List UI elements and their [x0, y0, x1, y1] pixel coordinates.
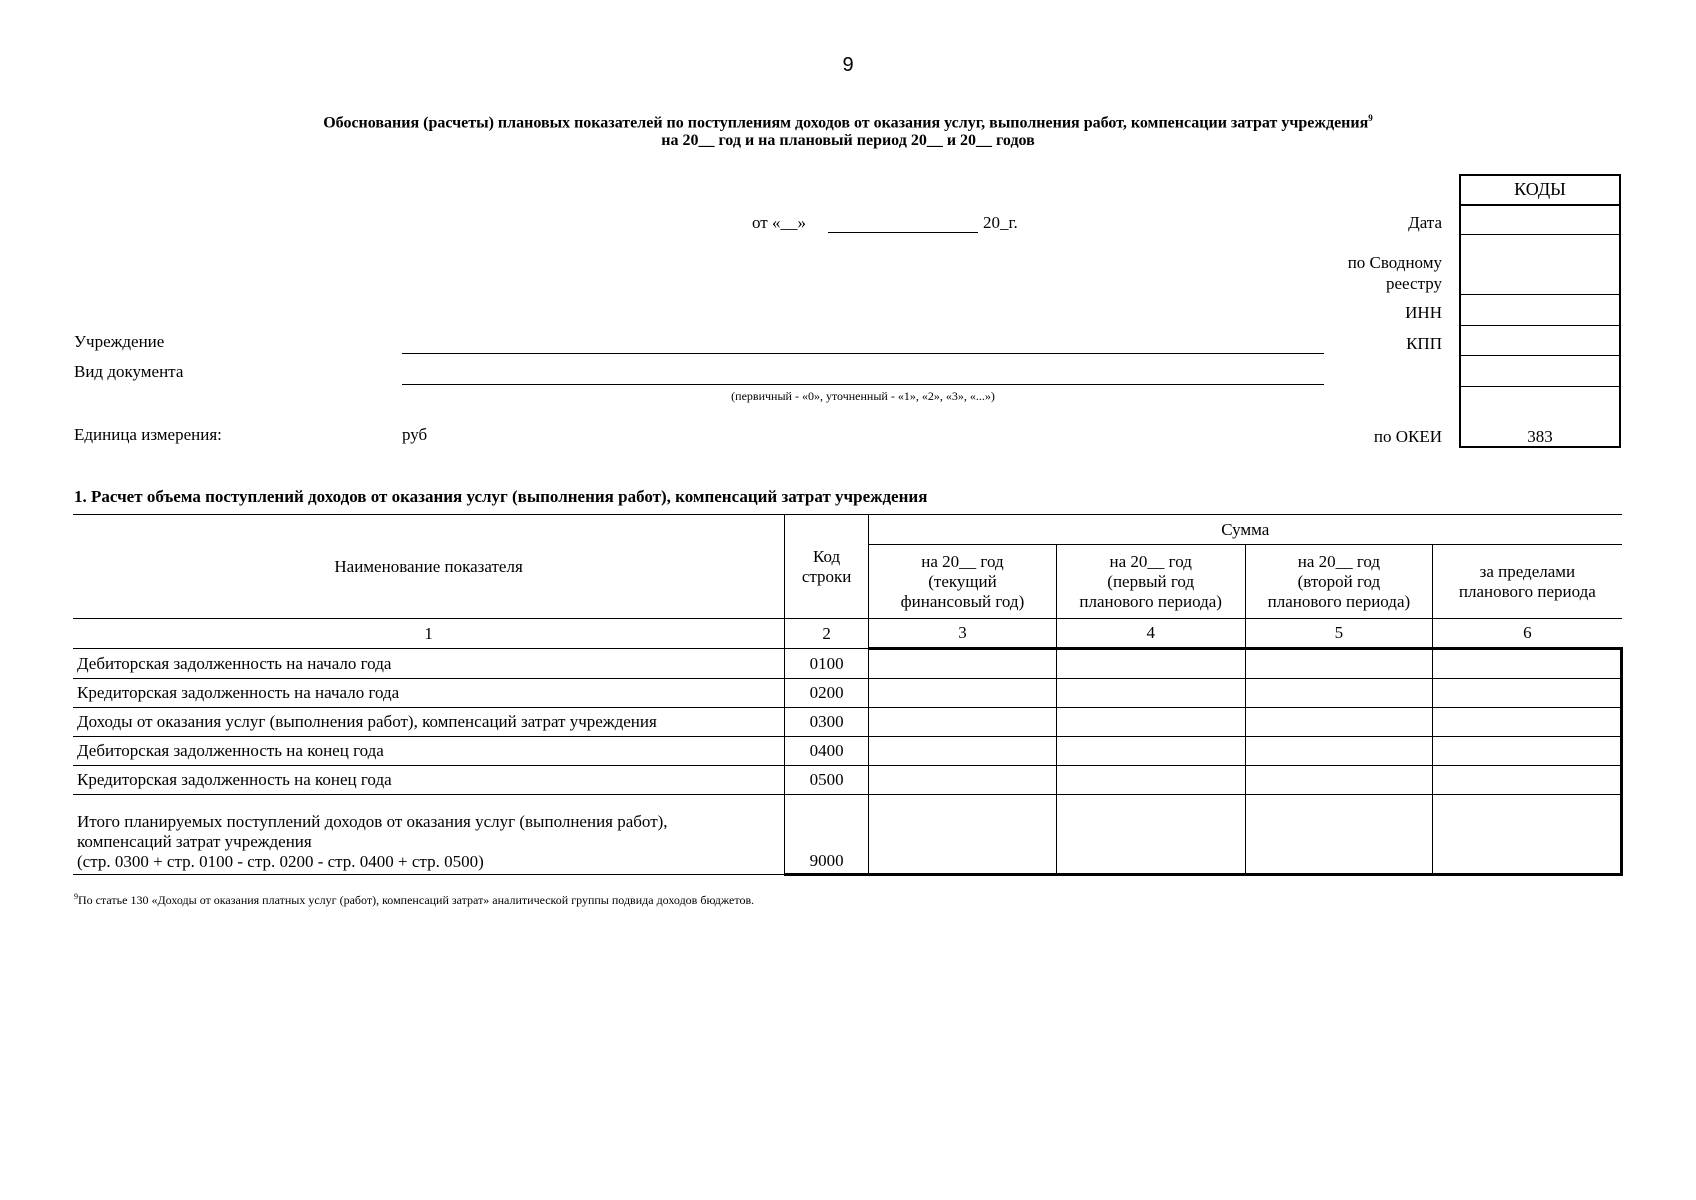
document-subtitle: на 20__ год и на плановый период 20__ и 20__ годов	[661, 132, 1035, 149]
value-cell[interactable]	[1433, 649, 1622, 679]
row-name: Доходы от оказания услуг (выполнения работ), компенсаций затрат учреждения	[73, 708, 785, 737]
total-row-name	[73, 795, 785, 875]
codes-label-kpp: КПП	[1406, 334, 1442, 353]
value-cell[interactable]	[869, 679, 1057, 708]
value-cell[interactable]	[869, 766, 1057, 795]
header-sum-col-5	[1245, 545, 1433, 619]
value-cell[interactable]	[1433, 708, 1622, 737]
header-sum-col-3-l2: (текущий	[928, 571, 997, 591]
doc-type-hint: (первичный - «0», уточненный - «1», «2», «3», «...»)	[731, 389, 995, 403]
header-sum-col-4	[1056, 545, 1245, 619]
header-row-code-line2: строки	[801, 566, 852, 586]
doc-type-field[interactable]	[402, 384, 1324, 385]
header-sum-col-3-l3: финансовый год)	[900, 591, 1025, 611]
header-sum: Сумма	[869, 515, 1622, 545]
value-cell[interactable]	[1245, 737, 1433, 766]
codes-label-registry-1: по Сводному	[1347, 253, 1442, 272]
header-sum-col-4-l2: (первый год	[1107, 571, 1195, 591]
codes-box	[1459, 174, 1621, 448]
row-name: Кредиторская задолженность на начало года	[73, 679, 785, 708]
codes-cell-unit[interactable]	[1461, 386, 1619, 387]
total-row	[73, 795, 1622, 875]
col-number-5: 5	[1245, 619, 1433, 649]
value-cell[interactable]	[1056, 679, 1245, 708]
table-row	[73, 679, 1622, 708]
value-cell[interactable]	[1056, 766, 1245, 795]
codes-cell-registry[interactable]	[1461, 234, 1619, 235]
title-footnote-mark: 9	[1368, 113, 1373, 123]
header-sum-col-6-l1: за пределами	[1479, 561, 1576, 581]
total-row-name-l3: (стр. 0300 + стр. 0100 - стр. 0200 - стр. 0400 + стр. 0500)	[77, 852, 484, 871]
total-value-cell[interactable]	[1433, 795, 1622, 875]
row-name: Кредиторская задолженность на конец года	[73, 766, 785, 795]
header-sum-col-3	[869, 545, 1057, 619]
value-cell[interactable]	[1433, 679, 1622, 708]
header-sum-col-4-l3: планового периода)	[1079, 591, 1222, 611]
table-row	[73, 737, 1622, 766]
date-year-label: 20_г.	[983, 213, 1018, 232]
codes-label-inn: ИНН	[1405, 303, 1442, 322]
header-sum-col-5-l2: (второй год	[1297, 571, 1381, 591]
table-row	[73, 649, 1622, 679]
total-value-cell[interactable]	[869, 795, 1057, 875]
value-cell[interactable]	[1433, 766, 1622, 795]
value-cell[interactable]	[1056, 649, 1245, 679]
value-cell[interactable]	[1056, 708, 1245, 737]
codes-label-registry-2: реестру	[1386, 274, 1442, 293]
col-number-6: 6	[1433, 619, 1622, 649]
value-cell[interactable]	[1245, 708, 1433, 737]
header-sum-col-6-l2: планового периода	[1458, 581, 1596, 601]
value-cell[interactable]	[869, 708, 1057, 737]
doc-type-label: Вид документа	[74, 362, 184, 381]
footnote-text: По статье 130 «Доходы от оказания платных услуг (работ), компенсаций затрат» аналитической группы подвида доходов бюджетов.	[78, 893, 755, 907]
footnote-mark: 9	[74, 892, 78, 901]
col-number-2: 2	[785, 619, 869, 649]
value-cell[interactable]	[869, 649, 1057, 679]
total-row-code: 9000	[785, 795, 869, 875]
codes-title: КОДЫ	[1514, 179, 1566, 199]
header-indicator-name: Наименование показателя	[73, 515, 785, 619]
header-sum-col-6	[1433, 545, 1622, 619]
header-sum-col-3-l1: на 20__ год	[921, 551, 1004, 571]
footnote	[74, 892, 754, 908]
unit-label: Единица измерения:	[74, 425, 222, 444]
row-code: 0500	[785, 766, 869, 795]
codes-cell-inn[interactable]	[1461, 294, 1619, 295]
total-row-name-l2: компенсаций затрат учреждения	[77, 832, 312, 851]
institution-field[interactable]	[402, 353, 1324, 354]
codes-cell-doc-type[interactable]	[1461, 355, 1619, 356]
value-cell[interactable]	[1245, 649, 1433, 679]
document-title	[0, 113, 1696, 132]
row-name: Дебиторская задолженность на конец года	[73, 737, 785, 766]
total-row-name-l1: Итого планируемых поступлений доходов от оказания услуг (выполнения работ),	[77, 812, 668, 831]
value-cell[interactable]	[1245, 679, 1433, 708]
unit-value: руб	[402, 425, 428, 444]
page-number: 9	[842, 54, 854, 76]
section-title: 1. Расчет объема поступлений доходов от оказания услуг (выполнения работ), компенсаций затрат учреждения	[74, 487, 928, 506]
value-cell[interactable]	[1433, 737, 1622, 766]
header-sum-col-4-l1: на 20__ год	[1109, 551, 1192, 571]
document-title-line1: Обоснования (расчеты) плановых показателей по поступлениям доходов от оказания услуг, выполнения работ, компенсации затрат учреждения	[323, 114, 1369, 132]
table-row	[73, 708, 1622, 737]
date-from-label: от «__»	[752, 213, 806, 232]
row-name: Дебиторская задолженность на начало года	[73, 649, 785, 679]
codes-okei-value: 383	[1527, 427, 1553, 446]
row-code: 0200	[785, 679, 869, 708]
row-code: 0100	[785, 649, 869, 679]
codes-label-okei: по ОКЕИ	[1373, 427, 1442, 446]
col-number-3: 3	[869, 619, 1057, 649]
total-value-cell[interactable]	[1056, 795, 1245, 875]
table-row	[73, 766, 1622, 795]
value-cell[interactable]	[1056, 737, 1245, 766]
row-code: 0300	[785, 708, 869, 737]
row-code: 0400	[785, 737, 869, 766]
calculation-table	[73, 514, 1623, 876]
value-cell[interactable]	[1245, 766, 1433, 795]
header-sum-col-5-l3: планового периода)	[1267, 591, 1411, 611]
institution-label: Учреждение	[74, 332, 165, 351]
header-row-code	[785, 515, 869, 619]
total-value-cell[interactable]	[1245, 795, 1433, 875]
col-number-1: 1	[73, 619, 785, 649]
value-cell[interactable]	[869, 737, 1057, 766]
date-month-line	[828, 232, 978, 233]
col-number-4: 4	[1056, 619, 1245, 649]
codes-cell-kpp[interactable]	[1461, 325, 1619, 326]
header-row-code-line1: Код	[813, 546, 841, 566]
codes-label-date: Дата	[1408, 213, 1442, 232]
header-sum-col-5-l1: на 20__ год	[1297, 551, 1381, 571]
codes-cell-date[interactable]	[1461, 204, 1619, 206]
